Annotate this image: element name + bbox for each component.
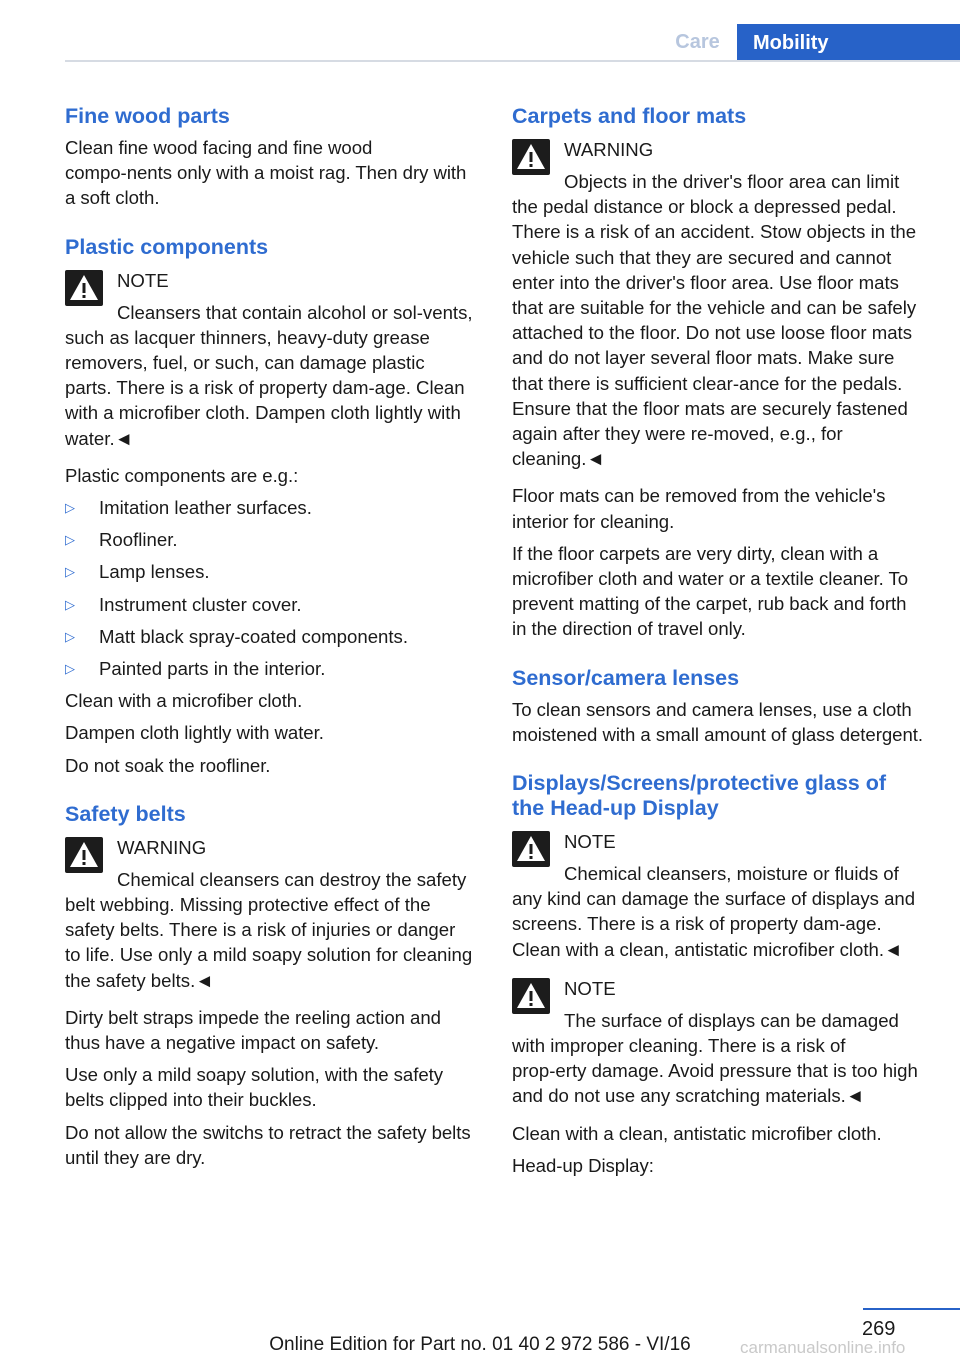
section-sensors (512, 666, 924, 747)
triangle-bullet-icon: ▷ (65, 564, 75, 580)
right-column (512, 100, 924, 1185)
triangle-bullet-icon: ▷ (65, 500, 75, 516)
warning-triangle-icon (512, 831, 550, 867)
section-heading: Safety belts (65, 801, 186, 826)
section-heading: Fine wood parts (65, 104, 230, 128)
paragraph: Head-up Display: (512, 1154, 654, 1176)
note-box (65, 266, 475, 451)
warning-text: Chemical cleansers can destroy the safety belt webbing. Missing protective effect of the safety belts. There is a risk of injuries or danger to life. Use only a mild soapy solution for cleaning the safety belts.◄ (65, 868, 473, 991)
paragraph: Dirty belt straps impede the reeling action and thus have a negative impact on safety. (65, 1006, 441, 1054)
section-displays (512, 771, 924, 1178)
note-text: Cleansers that contain alcohol or sol‑vents, such as lacquer thinners, heavy‑duty grease removers, fuel, or such, can damage plastic parts. There is a risk of property dam‑age. Clean with a microfiber cloth. Dampen cloth lightly with water.◄ (65, 301, 473, 449)
note-box (512, 974, 924, 1109)
list-item: ▷ Lamp lenses. (65, 559, 475, 584)
list-item: ▷ Matt black spray‑coated components. (65, 624, 475, 649)
paragraph: Use only a mild soapy solution, with the safety belts clipped into their buckles. (65, 1064, 443, 1111)
warning-text: Objects in the driver's floor area can limit the pedal distance or block a depressed pedal. There is a risk of an accident. Stow objects in the vehicle such that they are secured and cannot enter into the driver's floor area. Use floor mats that are suitable for the vehicle and can be safely attached to the floor. Do not use loose floor mats and do not layer several floor mats. Make sure that there is sufficient clear‑ance for the pedals. Ensure that the floor mats are securely fastened again after they were re‑moved, e.g., for cleaning.◄ (512, 171, 917, 470)
warning-label: WARNING (564, 139, 654, 160)
warning-triangle-icon (65, 837, 103, 873)
section-carpets (512, 104, 924, 642)
list-item: ▷ Instrument cluster cover. (65, 592, 475, 617)
triangle-bullet-icon: ▷ (65, 628, 75, 644)
list-item: ▷ Painted parts in the interior. (65, 656, 475, 681)
paragraph: To clean sensors and camera lenses, use a cloth moistened with a small amount of glass detergent. (512, 698, 923, 745)
triangle-bullet-icon: ▷ (65, 532, 75, 548)
section-heading: Plastic components (65, 234, 269, 259)
note-text: The surface of displays can be damaged with improper cleaning. There is a risk of prop‑erty damage. Avoid pressure that is too high and do not use any scratching materials.◄ (512, 1009, 918, 1107)
page-header (0, 0, 960, 62)
warning-box (65, 833, 475, 993)
note-text: Chemical cleansers, moisture or fluids of any kind can damage the surface of displays and screens. There is a risk of property dam‑age. Clean with a clean, antistatic microfiber cloth.◄ (512, 863, 916, 960)
list-item: ▷ Imitation leather surfaces. (65, 495, 475, 520)
tab-mobility[interactable]: Mobility (737, 24, 960, 62)
paragraph: Do not soak the roofliner. (65, 754, 271, 776)
left-column (65, 100, 475, 1177)
footer-divider (863, 1308, 960, 1310)
triangle-bullet-icon: ▷ (65, 661, 75, 677)
warning-triangle-icon (512, 139, 550, 175)
section-heading: Displays/Screens/protective glass of the Head‑up Display (512, 771, 887, 821)
warning-label: WARNING (117, 836, 207, 858)
paragraph: Do not allow the switchs to retract the safety belts until they are dry. (65, 1121, 471, 1168)
note-box (512, 827, 924, 962)
section-safety-belts (65, 802, 475, 1170)
triangle-bullet-icon: ▷ (65, 596, 75, 612)
note-label: NOTE (117, 269, 169, 291)
section-plastic (65, 235, 475, 778)
note-label: NOTE (564, 977, 616, 999)
warning-triangle-icon (512, 978, 550, 1014)
section-heading: Carpets and floor mats (512, 104, 747, 128)
bullet-list (65, 495, 475, 681)
watermark: carmanualsonline.info (740, 1338, 906, 1357)
edition-line: Online Edition for Part no. 01 40 2 972 586 - VI/16 (269, 1334, 691, 1355)
list-item: ▷ Roofliner. (65, 527, 475, 552)
paragraph: Plastic components are e.g.: (65, 464, 299, 486)
warning-box (512, 135, 924, 471)
tab-care[interactable]: Care (675, 31, 720, 53)
paragraph: Clean fine wood facing and fine wood compo‑nents only with a moist rag. Then dry with a soft cloth. (65, 137, 467, 209)
paragraph: Clean with a clean, antistatic microfiber cloth. (512, 1122, 882, 1144)
note-label: NOTE (564, 831, 616, 853)
section-heading: Sensor/camera lenses (512, 665, 740, 690)
paragraph: Dampen cloth lightly with water. (65, 722, 324, 744)
warning-triangle-icon (65, 270, 103, 306)
header-divider (65, 60, 960, 62)
page-number: 269 (862, 1318, 896, 1340)
paragraph: Floor mats can be removed from the vehicle's interior for cleaning. (512, 485, 886, 532)
section-fine-wood (65, 104, 475, 211)
paragraph: If the floor carpets are very dirty, clean with a microfiber cloth and water or a textile cleaner. To prevent matting of the carpet, rub back and forth in the direction of travel only. (512, 542, 909, 640)
paragraph: Clean with a microfiber cloth. (65, 690, 303, 712)
